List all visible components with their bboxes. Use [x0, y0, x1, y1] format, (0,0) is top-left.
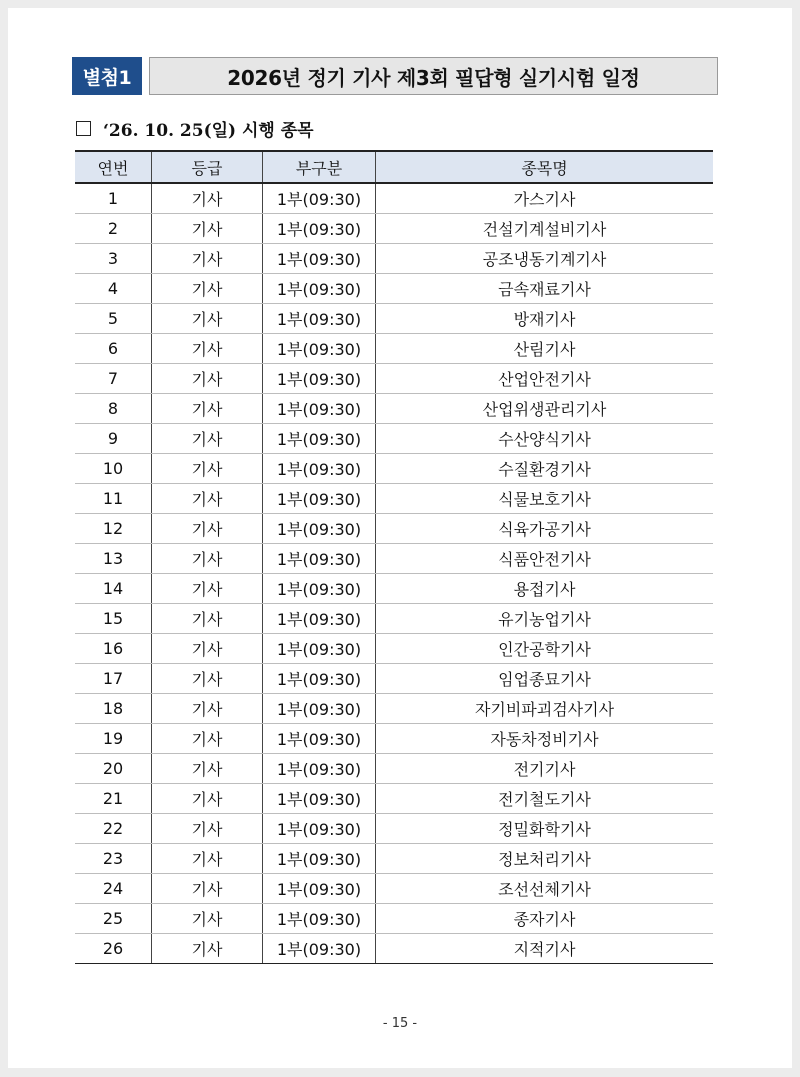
cell-grade: 기사 — [152, 904, 263, 934]
cell-subject: 자동차정비기사 — [376, 724, 714, 754]
cell-subject: 정보처리기사 — [376, 844, 714, 874]
exam-schedule-table — [75, 150, 713, 964]
cell-number: 26 — [75, 934, 152, 964]
cell-session: 1부(09:30) — [263, 694, 376, 724]
cell-grade: 기사 — [152, 364, 263, 394]
cell-grade: 기사 — [152, 274, 263, 304]
cell-session: 1부(09:30) — [263, 244, 376, 274]
cell-subject: 산업안전기사 — [376, 364, 714, 394]
cell-subject: 공조냉동기계기사 — [376, 244, 714, 274]
table-row — [75, 484, 713, 514]
cell-subject: 수질환경기사 — [376, 454, 714, 484]
cell-session: 1부(09:30) — [263, 214, 376, 244]
table-row — [75, 183, 713, 214]
cell-grade: 기사 — [152, 424, 263, 454]
table-row — [75, 604, 713, 634]
cell-grade: 기사 — [152, 664, 263, 694]
cell-grade: 기사 — [152, 754, 263, 784]
cell-grade: 기사 — [152, 574, 263, 604]
table-row — [75, 724, 713, 754]
cell-number: 23 — [75, 844, 152, 874]
cell-number: 11 — [75, 484, 152, 514]
cell-subject: 정밀화학기사 — [376, 814, 714, 844]
cell-grade: 기사 — [152, 874, 263, 904]
cell-grade: 기사 — [152, 544, 263, 574]
cell-session: 1부(09:30) — [263, 334, 376, 364]
cell-session: 1부(09:30) — [263, 844, 376, 874]
cell-number: 4 — [75, 274, 152, 304]
cell-session: 1부(09:30) — [263, 754, 376, 784]
column-header-session: 부구분 — [263, 151, 376, 183]
page-number: - 15 - — [382, 1016, 418, 1031]
attachment-badge: 별첨1 — [72, 57, 142, 95]
table-row — [75, 814, 713, 844]
cell-subject: 인간공학기사 — [376, 634, 714, 664]
cell-subject: 임업종묘기사 — [376, 664, 714, 694]
cell-session: 1부(09:30) — [263, 934, 376, 964]
cell-subject: 식품안전기사 — [376, 544, 714, 574]
cell-number: 17 — [75, 664, 152, 694]
table-row — [75, 694, 713, 724]
table-row — [75, 874, 713, 904]
cell-grade: 기사 — [152, 934, 263, 964]
cell-number: 8 — [75, 394, 152, 424]
cell-subject: 방재기사 — [376, 304, 714, 334]
cell-subject: 전기기사 — [376, 754, 714, 784]
table-header-row — [75, 151, 713, 183]
table-row — [75, 394, 713, 424]
table-row — [75, 424, 713, 454]
cell-subject: 건설기계설비기사 — [376, 214, 714, 244]
table-row — [75, 514, 713, 544]
cell-session: 1부(09:30) — [263, 814, 376, 844]
cell-number: 18 — [75, 694, 152, 724]
cell-session: 1부(09:30) — [263, 574, 376, 604]
table-row — [75, 574, 713, 604]
cell-session: 1부(09:30) — [263, 634, 376, 664]
document-title: 2026년 정기 기사 제3회 필답형 실기시험 일정 — [149, 57, 718, 95]
table-row — [75, 754, 713, 784]
cell-grade: 기사 — [152, 304, 263, 334]
cell-session: 1부(09:30) — [263, 604, 376, 634]
cell-subject: 가스기사 — [376, 183, 714, 214]
cell-session: 1부(09:30) — [263, 514, 376, 544]
cell-number: 12 — [75, 514, 152, 544]
cell-number: 13 — [75, 544, 152, 574]
table-row — [75, 664, 713, 694]
table-row — [75, 454, 713, 484]
cell-grade: 기사 — [152, 784, 263, 814]
cell-number: 10 — [75, 454, 152, 484]
cell-number: 16 — [75, 634, 152, 664]
cell-session: 1부(09:30) — [263, 874, 376, 904]
cell-session: 1부(09:30) — [263, 544, 376, 574]
table-row — [75, 274, 713, 304]
cell-number: 21 — [75, 784, 152, 814]
cell-grade: 기사 — [152, 694, 263, 724]
table-row — [75, 904, 713, 934]
table-row — [75, 304, 713, 334]
cell-subject: 지적기사 — [376, 934, 714, 964]
cell-number: 3 — [75, 244, 152, 274]
cell-grade: 기사 — [152, 394, 263, 424]
cell-subject: 식물보호기사 — [376, 484, 714, 514]
cell-subject: 산업위생관리기사 — [376, 394, 714, 424]
cell-number: 24 — [75, 874, 152, 904]
column-header-grade: 등급 — [152, 151, 263, 183]
table-row — [75, 784, 713, 814]
cell-grade: 기사 — [152, 514, 263, 544]
cell-number: 6 — [75, 334, 152, 364]
cell-subject: 종자기사 — [376, 904, 714, 934]
cell-session: 1부(09:30) — [263, 274, 376, 304]
table-row — [75, 934, 713, 964]
cell-session: 1부(09:30) — [263, 364, 376, 394]
section-heading — [76, 116, 314, 141]
cell-grade: 기사 — [152, 844, 263, 874]
table-row — [75, 334, 713, 364]
cell-grade: 기사 — [152, 724, 263, 754]
cell-number: 22 — [75, 814, 152, 844]
cell-session: 1부(09:30) — [263, 304, 376, 334]
cell-session: 1부(09:30) — [263, 724, 376, 754]
table-row — [75, 844, 713, 874]
cell-session: 1부(09:30) — [263, 183, 376, 214]
cell-subject: 자기비파괴검사기사 — [376, 694, 714, 724]
cell-session: 1부(09:30) — [263, 394, 376, 424]
checkbox-icon — [76, 121, 91, 136]
cell-number: 5 — [75, 304, 152, 334]
cell-number: 15 — [75, 604, 152, 634]
table-row — [75, 214, 713, 244]
column-header-number: 연번 — [75, 151, 152, 183]
cell-subject: 용접기사 — [376, 574, 714, 604]
cell-grade: 기사 — [152, 604, 263, 634]
cell-session: 1부(09:30) — [263, 904, 376, 934]
cell-number: 7 — [75, 364, 152, 394]
cell-number: 19 — [75, 724, 152, 754]
cell-session: 1부(09:30) — [263, 784, 376, 814]
title-bar — [72, 57, 718, 95]
section-subtitle: ‘26. 10. 25(일) 시행 종목 — [103, 121, 314, 141]
cell-subject: 식육가공기사 — [376, 514, 714, 544]
table-row — [75, 544, 713, 574]
cell-grade: 기사 — [152, 244, 263, 274]
cell-subject: 전기철도기사 — [376, 784, 714, 814]
cell-subject: 조선선체기사 — [376, 874, 714, 904]
cell-session: 1부(09:30) — [263, 454, 376, 484]
table-row — [75, 244, 713, 274]
cell-grade: 기사 — [152, 214, 263, 244]
cell-subject: 수산양식기사 — [376, 424, 714, 454]
cell-grade: 기사 — [152, 484, 263, 514]
cell-grade: 기사 — [152, 814, 263, 844]
cell-number: 1 — [75, 183, 152, 214]
cell-grade: 기사 — [152, 454, 263, 484]
cell-subject: 유기농업기사 — [376, 604, 714, 634]
cell-session: 1부(09:30) — [263, 424, 376, 454]
table-row — [75, 364, 713, 394]
cell-number: 2 — [75, 214, 152, 244]
cell-subject: 산림기사 — [376, 334, 714, 364]
cell-number: 25 — [75, 904, 152, 934]
cell-session: 1부(09:30) — [263, 664, 376, 694]
cell-session: 1부(09:30) — [263, 484, 376, 514]
cell-number: 14 — [75, 574, 152, 604]
cell-number: 9 — [75, 424, 152, 454]
cell-grade: 기사 — [152, 334, 263, 364]
cell-number: 20 — [75, 754, 152, 784]
table-row — [75, 634, 713, 664]
cell-grade: 기사 — [152, 634, 263, 664]
cell-grade: 기사 — [152, 183, 263, 214]
cell-subject: 금속재료기사 — [376, 274, 714, 304]
column-header-subject: 종목명 — [376, 151, 714, 183]
